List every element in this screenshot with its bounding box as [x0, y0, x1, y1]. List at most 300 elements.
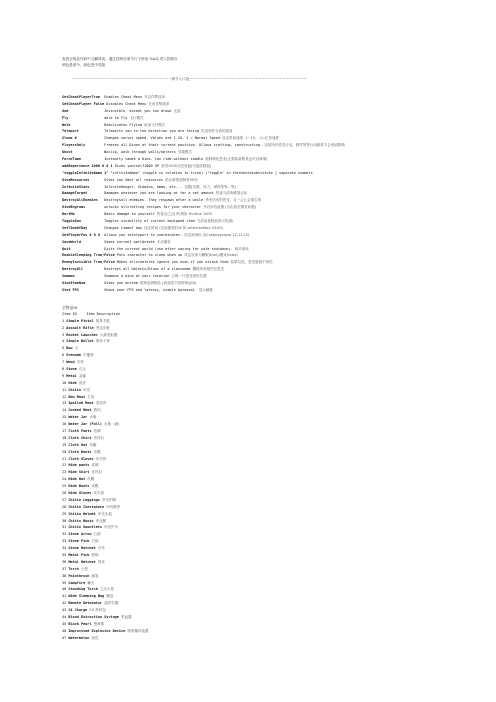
item-name: Grenade	[66, 353, 81, 358]
item-row	[62, 483, 482, 490]
intro-line-1: 查看全物品代码中文翻译表，通过控制台命令行下使用 %&Q 进入控制台	[62, 57, 178, 61]
command-name: Fly	[62, 115, 69, 120]
command-name: addExperience 1000 0 0 1	[62, 163, 113, 168]
item-name: Hide Shirt	[68, 470, 90, 475]
command-translation: 无敌	[173, 108, 181, 113]
item-translation: 甲壳护手	[104, 525, 119, 530]
command-row	[62, 225, 482, 232]
item-name: Black Pearl	[68, 621, 92, 626]
command-row	[62, 94, 482, 101]
command-row	[62, 218, 482, 225]
command-row	[62, 190, 482, 197]
item-translation: 金属	[78, 373, 86, 378]
command-row	[62, 184, 482, 191]
item-translation: 简易手枪	[95, 318, 110, 323]
item-id: 44	[62, 615, 67, 620]
item-name: Cloth Boots	[68, 449, 92, 454]
item-row	[62, 407, 482, 414]
item-translation: 水瓶（满）	[104, 422, 122, 427]
item-id: 8	[62, 366, 65, 371]
item-row	[62, 332, 482, 339]
item-row	[62, 414, 482, 421]
command-row	[62, 156, 482, 163]
item-translation: 石箭	[93, 532, 101, 537]
item-name: Chitin Gauntlets	[68, 525, 103, 530]
item-translation: 采血器	[121, 615, 132, 620]
command-description: InfiniteHunger, Stamina, Ammo, etc...	[104, 184, 183, 189]
command-description: Damages whatever you are looking at for a set amount	[104, 191, 214, 196]
command-description: Makes allcreatures ignore you even if you attack them	[116, 260, 229, 265]
command-translation: 离开游戏	[234, 246, 249, 251]
item-name: Metal Pick	[68, 553, 90, 557]
item-name: Water Jar (Full)	[68, 422, 103, 427]
command-description: Instantly tames a Dino. Can ride without saddle	[104, 157, 204, 162]
item-row	[62, 497, 482, 504]
item-name: Cloth Shirt	[68, 435, 92, 440]
command-description: Disables Cheat Menu	[106, 101, 147, 106]
command-translation: 强制驯化恐龙(无需装备鞍具也可以骑乘)	[205, 157, 268, 162]
item-row	[62, 531, 482, 538]
command-description: Teleports you in the direction you are facing	[104, 129, 199, 134]
command-description: Freezes all Dinos at their current position. Allows crafting, constructing.	[104, 143, 263, 148]
item-id: 32	[62, 532, 67, 537]
item-row	[62, 586, 482, 593]
command-description: Gives you 50of all resources	[104, 177, 164, 182]
item-translation: 皮裤	[91, 463, 99, 468]
command-translation: 无限(饥饿、体力、弹药等等...等)	[184, 184, 236, 189]
item-id: 35	[62, 553, 67, 557]
item-name: Wood	[66, 360, 75, 365]
command-translation: 传送到你当前的面前	[201, 129, 233, 134]
item-row	[62, 628, 482, 635]
item-id: 43	[62, 608, 67, 613]
item-id: 6	[62, 353, 65, 358]
command-row	[62, 170, 482, 177]
item-list-header	[62, 311, 482, 318]
command-row	[62, 239, 482, 246]
command-description: Deactivates Flying	[104, 122, 143, 127]
command-row	[62, 266, 482, 273]
command-description: Summons a dino at your location	[104, 274, 170, 279]
item-translation: 火把	[80, 566, 88, 571]
item-row	[62, 635, 482, 642]
item-translation: 兽皮	[78, 380, 86, 385]
item-id: 27	[62, 497, 67, 502]
item-translation: 木材	[76, 360, 84, 365]
item-name: Campfire	[68, 580, 86, 585]
item-id: 29	[62, 511, 67, 516]
item-row	[62, 435, 482, 442]
command-description: Toggles visibility of current equipped item	[104, 219, 195, 224]
item-translation: 生肉	[87, 394, 95, 399]
command-translation: 开启作弊选单	[144, 95, 166, 99]
command-translation: 取消飞行模式	[144, 122, 166, 127]
item-id: 34	[62, 546, 67, 551]
item-id: 14	[62, 408, 67, 413]
command-translation: 显示帧数	[198, 287, 213, 292]
command-description: Gives yourself1000 XP	[114, 163, 159, 168]
item-row	[62, 373, 482, 380]
item-translation: 石头	[78, 366, 86, 371]
item-name: Chitin	[68, 387, 81, 392]
item-name: Hide Hat	[68, 477, 86, 482]
item-row	[62, 345, 482, 352]
command-row	[62, 177, 482, 184]
command-name: DestroyAllEnemies	[62, 198, 98, 203]
item-name: Cloth Hat	[68, 442, 88, 447]
item-list	[62, 311, 482, 642]
item-name: Stone Arrow	[68, 532, 92, 537]
command-row	[62, 246, 482, 253]
item-row	[62, 614, 482, 621]
item-name: Remote Detonator	[68, 601, 103, 606]
item-id: 47	[62, 635, 67, 640]
command-translation: 给物品到物品 (请参照下面的物品ID)	[139, 281, 197, 286]
item-translation: 西瓜	[91, 635, 99, 640]
item-row	[62, 607, 482, 614]
item-translation: 甲壳护腿	[102, 497, 117, 502]
item-row	[62, 538, 482, 545]
command-translation: 伤害自己(自杀)例如 Hurtme 1000	[156, 212, 212, 217]
item-translation: 皮帽	[87, 477, 95, 482]
item-id: 3	[62, 332, 65, 337]
command-row	[62, 211, 482, 218]
command-description: Enables Cheat Menu	[104, 95, 143, 99]
command-row	[62, 142, 482, 149]
item-row	[62, 338, 482, 345]
item-row	[62, 456, 482, 463]
item-translation: 突击步枪	[95, 325, 110, 330]
item-translation: 石镐	[91, 539, 99, 544]
item-translation: 甲壳胸甲	[106, 504, 121, 509]
item-name: Watermelon	[68, 635, 90, 640]
command-name: Ghost	[62, 150, 73, 155]
intro-text	[62, 56, 482, 68]
command-name: SaveWorld	[62, 239, 81, 244]
command-row	[62, 135, 482, 142]
item-row	[62, 545, 482, 552]
command-translation: 手动储存	[156, 239, 171, 244]
item-name: Cloth Pants	[68, 428, 92, 433]
item-id: 46	[62, 628, 67, 633]
item-name: C4 Charge	[68, 608, 88, 613]
command-translation: 设定时间速度 -1~10，-1=正常速度	[222, 136, 280, 141]
item-row	[62, 566, 482, 573]
command-name: SetPlayerPos 0 0 0	[62, 232, 100, 237]
item-row	[62, 490, 482, 497]
command-translation: 设定时间 (以前都很时间 如 settimeofday 04:00)	[144, 225, 223, 230]
command-translation: 开启所有蓝图 (自由放在楼有问题)	[203, 205, 256, 210]
item-row	[62, 573, 482, 580]
item-translation: 布裤	[93, 428, 101, 433]
command-row	[62, 122, 482, 129]
item-translation: C4 炸药包	[89, 608, 106, 613]
item-row	[62, 511, 482, 518]
item-name: Paintbrush	[68, 573, 90, 578]
item-id: 7	[62, 360, 65, 365]
command-description: "infiniteAmmo" (toggle in relation to trike) ("toggle" in thresholdsubstitute ] separate numbers	[110, 170, 313, 175]
item-row	[62, 428, 482, 435]
item-id: 36	[62, 559, 67, 564]
command-translation: 给各种资源物资50份	[165, 177, 198, 182]
item-id: 25	[62, 484, 67, 489]
item-row	[62, 400, 482, 407]
item-translation: 皮衬衫	[91, 470, 103, 475]
command-name: DestroyAll	[62, 267, 84, 272]
item-name: Stone	[66, 366, 77, 371]
command-name: SetTimeOfDay	[62, 225, 88, 230]
item-row	[62, 621, 482, 628]
item-name: Hide Gloves	[68, 490, 92, 495]
item-row	[62, 380, 482, 387]
item-row	[62, 593, 482, 600]
item-id: 11	[62, 387, 67, 392]
item-id: 42	[62, 601, 67, 606]
item-translation: 石斧	[97, 546, 105, 551]
command-description: Changes timeof day	[104, 225, 143, 230]
item-id: 26	[62, 490, 67, 495]
item-name: Rocket Launcher	[66, 332, 98, 337]
item-row	[62, 462, 482, 469]
command-row	[62, 149, 482, 156]
item-name: Wide Sleeping Bag	[68, 594, 105, 599]
command-description: Puts character to sleep when up	[116, 253, 183, 258]
item-name: Stone Hatchet	[68, 546, 96, 551]
command-name: ForceTame	[62, 157, 81, 162]
item-translation: 布衬衫	[93, 435, 105, 440]
item-name: Hide pants	[68, 463, 90, 468]
command-name: GiveItemNum	[62, 281, 86, 286]
command-name: GiveEngrams	[62, 205, 86, 210]
item-row	[62, 325, 482, 332]
item-translation: 手榴弹	[83, 353, 94, 358]
item-name: Water Jar	[68, 415, 88, 420]
item-row	[62, 394, 482, 401]
command-name: SetCheatPlayerTrue	[62, 95, 100, 99]
command-name: "toggleInfiniteAmmo 1"	[62, 170, 109, 175]
item-row	[62, 559, 482, 566]
item-translation: 篝火	[87, 580, 95, 585]
command-translation: 伤害当前所瞄准目标	[215, 191, 248, 196]
item-translation: 简单子弹	[95, 339, 110, 344]
item-row	[62, 600, 482, 607]
command-divider: ~~~~~~~~~~~~~~~~~~~~~~~~~~~~~~~~~命令入口处~~~~~~~~~~~~~~~~~~~~~~~~~~~~~~~~~~~~~~~	[72, 77, 307, 81]
item-row	[62, 449, 482, 456]
item-id: 38	[62, 573, 67, 578]
command-description: Noclip, walk through walls/objects	[104, 150, 176, 155]
item-id: 28	[62, 504, 67, 509]
item-translation: 水瓶	[89, 415, 97, 420]
command-translation: 飞行模式	[129, 115, 144, 120]
item-row	[62, 359, 482, 366]
command-row	[62, 197, 482, 204]
command-list	[62, 94, 482, 294]
command-name: Walk	[62, 122, 71, 127]
item-name: Improvised Explosive Device	[68, 628, 126, 633]
command-row	[62, 232, 482, 239]
command-name: SetCheatPlayer False	[62, 101, 105, 106]
item-id: 16	[62, 422, 67, 427]
item-id: 15	[62, 415, 67, 420]
item-translation: 熟肉	[93, 408, 101, 413]
intro-line-2: 颜色是命令，绿色是中英版	[62, 63, 106, 67]
command-row	[62, 252, 482, 259]
item-name: Blood Extraction Syringe	[68, 615, 119, 620]
command-name: ToggleGun	[62, 219, 81, 224]
item-translation: 皮靴	[91, 484, 99, 489]
item-row	[62, 352, 482, 359]
command-translation: 如果勾选，恐龙就看不到你	[230, 260, 273, 265]
command-name: DamageTarget	[62, 191, 88, 196]
command-description: Gives you anitem	[104, 281, 138, 286]
command-name: InfiniteStats	[62, 184, 90, 189]
item-translation: 火箭发射器	[99, 332, 118, 337]
item-translation: 甲壳靴	[95, 518, 107, 523]
item-name: Spoiled Meat	[68, 401, 94, 406]
command-translation: 穿墙模式	[177, 150, 192, 155]
command-description: Deals damage to yourself	[104, 212, 155, 217]
item-translation: 弓	[74, 346, 79, 351]
item-name: Chitin Boots	[68, 518, 94, 523]
command-description: unlocks allcrafting recipes for your character	[104, 205, 202, 210]
command-translation: 传送到坐标 (如 setplayerpos 12,12,12)	[184, 232, 250, 237]
item-id: 45	[62, 621, 67, 626]
item-name: Simple Bullet	[66, 339, 94, 344]
command-name: Quit	[62, 246, 71, 251]
item-id: 22	[62, 463, 67, 468]
command-name: HurtMe	[62, 212, 75, 217]
item-name: Assault Rifle	[66, 325, 94, 330]
item-translation: 皮手套	[93, 490, 105, 495]
item-row	[62, 387, 482, 394]
command-translation: 关闭作弊选单	[148, 101, 170, 106]
command-translation: 召唤一只恐龙到你位置	[171, 274, 207, 279]
command-row	[62, 115, 482, 122]
item-name: Hide Boots	[68, 484, 90, 489]
item-row	[62, 469, 482, 476]
command-translation: 杀死所有的恐龙，过一会儿会重生的	[205, 198, 262, 203]
item-translation: 变质肉	[95, 401, 107, 406]
item-name: Standing Torch	[68, 587, 98, 592]
command-name: God	[62, 108, 69, 113]
item-description-header: Item Description	[86, 311, 120, 316]
item-id: 19	[62, 442, 67, 447]
item-name: Chitin Helmet	[68, 511, 96, 516]
command-translation: 当前装备物品的可见/隐	[196, 219, 234, 224]
command-description: Invincible, except you can drown	[104, 108, 172, 113]
item-id: 30	[62, 518, 67, 523]
command-row	[62, 273, 482, 280]
command-row	[62, 128, 482, 135]
command-row	[62, 108, 482, 115]
item-id: 12	[62, 394, 67, 399]
item-row	[62, 318, 482, 325]
item-id: 23	[62, 470, 67, 475]
command-name: PlayersOnly	[62, 143, 86, 148]
command-translation: 冻结所有恐龙行动，制作等等行动都将不会受到影响	[264, 143, 345, 148]
command-name: GiveResources	[62, 177, 90, 182]
item-id: 4	[62, 339, 65, 344]
item-row	[62, 552, 482, 559]
document-page	[62, 56, 482, 642]
item-row	[62, 518, 482, 525]
command-translation: 设定玩家为睡眠(true)/醒来(false)	[184, 253, 238, 258]
item-id: 13	[62, 401, 67, 406]
command-row	[62, 101, 482, 108]
item-name: Chitin Leggings	[68, 497, 100, 502]
item-id-header: Item ID	[62, 311, 77, 316]
command-name: EnemyInvisible True/False	[62, 260, 115, 265]
item-id: 17	[62, 428, 67, 433]
item-id: 10	[62, 380, 67, 385]
item-translation: 画笔	[91, 573, 99, 578]
command-row	[62, 163, 482, 170]
item-name: Chitin Chestpiece	[68, 504, 105, 509]
command-row	[62, 259, 482, 266]
item-id: 9	[62, 373, 65, 378]
item-id: 21	[62, 456, 67, 461]
command-name: Summon	[62, 274, 75, 279]
item-id: 31	[62, 525, 67, 530]
item-row	[62, 421, 482, 428]
item-translation: 遥控引爆	[104, 601, 119, 606]
item-id: 33	[62, 539, 67, 544]
item-translation: 黑珍珠	[93, 621, 105, 626]
item-name: Stone Pick	[68, 539, 90, 544]
item-translation: 睡袋	[106, 594, 114, 599]
item-id: 41	[62, 594, 67, 599]
item-translation: 立式火把	[99, 587, 114, 592]
command-description: Allows you toteleport to coordinates.	[104, 232, 183, 237]
item-row	[62, 442, 482, 449]
item-translation: 甲壳头盔	[97, 511, 112, 516]
command-description: able to Fly	[104, 115, 128, 120]
item-name: Metal	[66, 373, 77, 378]
command-name: EnableSleeping True/False	[62, 253, 115, 258]
item-row	[62, 504, 482, 511]
item-row	[62, 580, 482, 587]
command-row	[62, 204, 482, 211]
items-section-title: 全物品ID	[62, 304, 78, 310]
item-translation: 布手套	[95, 456, 107, 461]
item-translation: 布靴	[93, 449, 101, 454]
item-translation: 布帽	[89, 442, 97, 447]
command-translation: 获得1000点经验值(可更改数值)	[161, 163, 212, 168]
item-name: Hide	[68, 380, 77, 385]
command-description: Shows your FPS and latency, usable bycasual.	[104, 287, 197, 292]
command-name: Slomo #	[62, 136, 77, 141]
command-row	[62, 287, 482, 294]
item-id: 24	[62, 477, 67, 482]
item-name: Torch	[68, 566, 79, 571]
item-name: Simple Pistol	[66, 318, 94, 323]
item-name: Raw Meat	[68, 394, 86, 399]
command-description: Destroys all Objects/Dinos of a classname	[104, 267, 191, 272]
item-translation: 甲壳	[83, 387, 91, 392]
command-row	[62, 280, 482, 287]
command-description: Exits the current world (use after saving for safe shutdown).	[104, 246, 233, 251]
item-translation: 铁镐	[91, 553, 99, 557]
item-id: 20	[62, 449, 67, 454]
item-row	[62, 476, 482, 483]
item-id: 2	[62, 325, 65, 330]
item-name: Bow	[66, 346, 73, 351]
item-row	[62, 366, 482, 373]
item-name: Cooked Meat	[68, 408, 92, 413]
item-name: Metal Hatchet	[68, 559, 96, 564]
command-name: Stat FPS	[62, 287, 79, 292]
command-description: Changes server speed. Values are 1-10. 1 = Normal Speed	[104, 136, 221, 141]
